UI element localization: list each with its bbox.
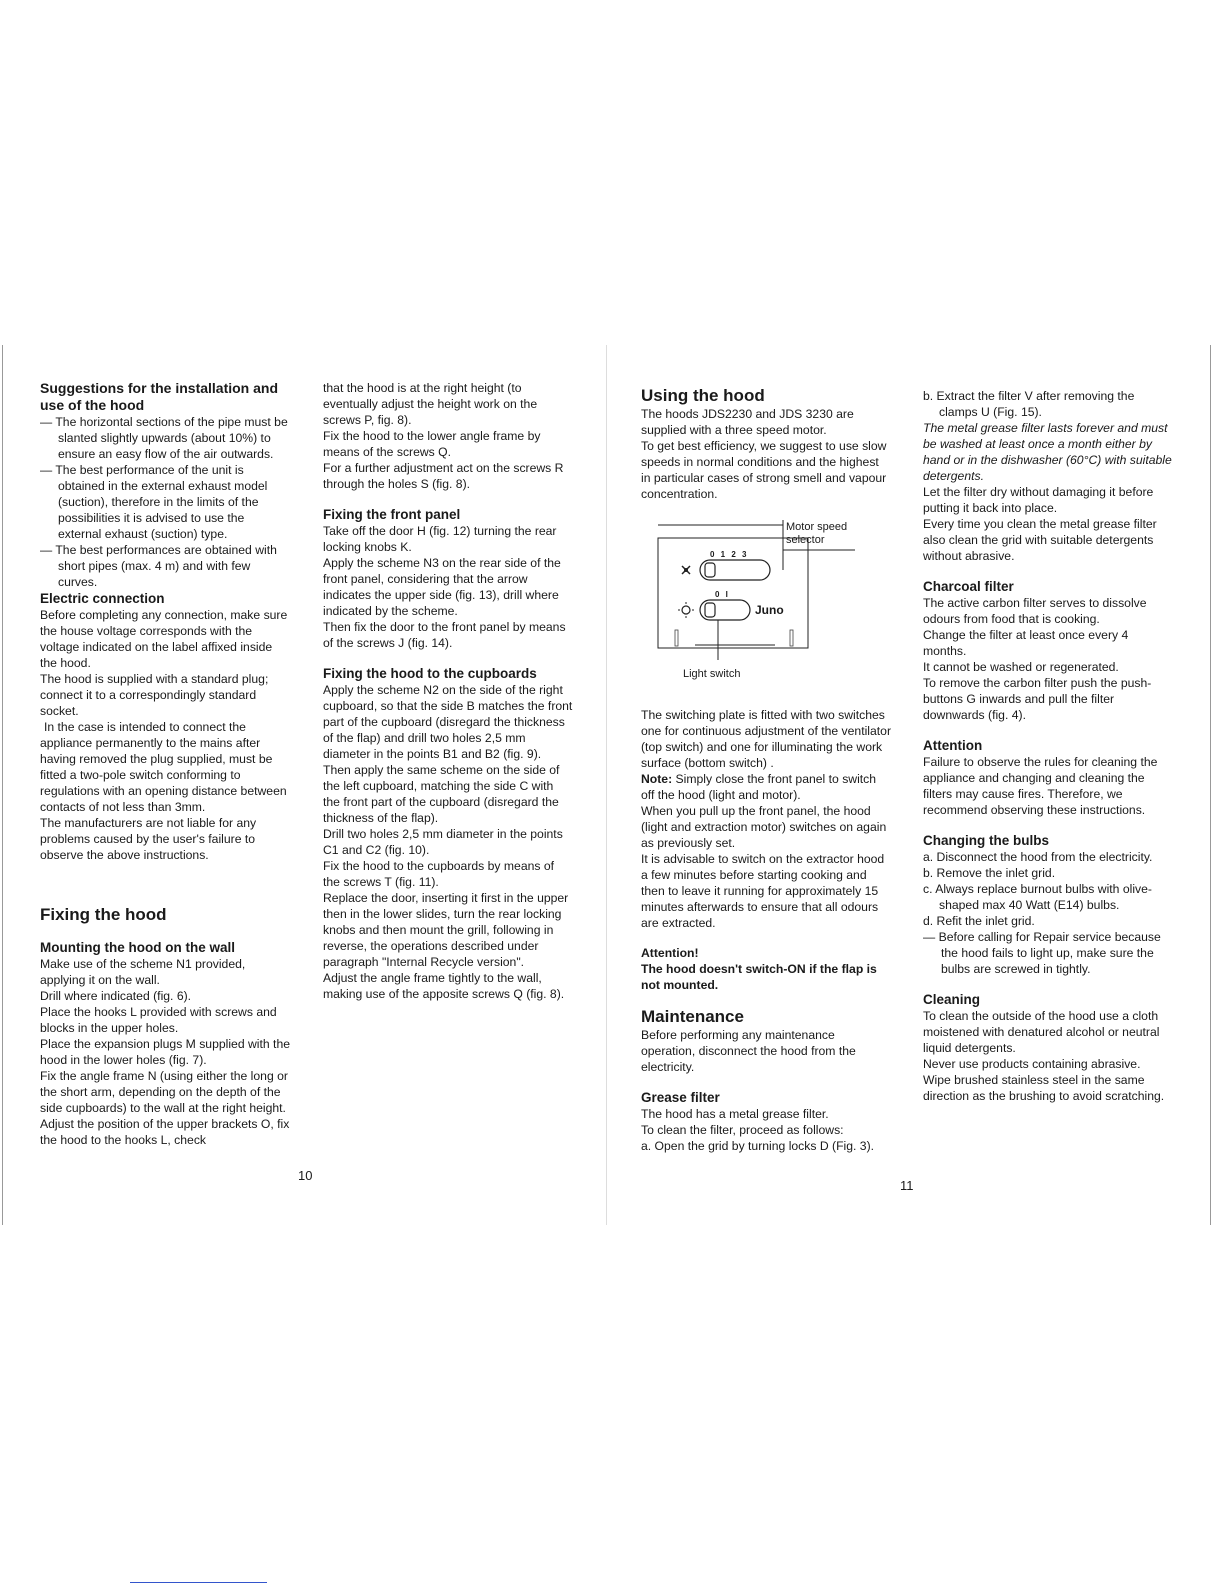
using-paragraph: The hoods JDS2230 and JDS 3230 are supplied with a three speed motor. — [641, 407, 854, 437]
motor-speed-label: Motor speed selector — [786, 521, 848, 546]
column-4 — [923, 388, 1173, 1104]
cleaning-paragraph: Wipe brushed stainless steel in the same direction as the brushing to avoid scratching. — [923, 1073, 1165, 1103]
column-3 — [641, 386, 891, 1154]
maintenance-paragraph: Before performing any maintenance operation, disconnect the hood from the electricity. — [641, 1028, 856, 1074]
mounting-paragraph: Adjust the position of the upper brackets O, fix the hood to the hooks L, check — [40, 1117, 290, 1147]
fan-icon — [682, 566, 690, 574]
front-paragraph: Apply the scheme N3 on the rear side of the front panel, considering that the arrow indicates the upper side (fig. 13), drill where indicated by the scheme. — [323, 556, 561, 618]
charcoal-paragraph: To remove the carbon filter push the push-buttons G inwards and pull the filter downwards (fig. 4). — [923, 676, 1152, 722]
switch-diagram — [655, 520, 855, 690]
col2-paragraph: For a further adjustment act on the screws R through the holes S (fig. 8). — [323, 461, 564, 491]
attention2-paragraph: Failure to observe the rules for cleaning the appliance and changing and cleaning the filters may cause fires. Therefore, we recommend observing these instructions. — [923, 755, 1158, 817]
bulbs-step: a. Disconnect the hood from the electricity. — [923, 850, 1153, 864]
light-switch-label: Light switch — [683, 668, 741, 680]
bulbs-title: Changing the bulbs — [923, 833, 1049, 848]
mounting-paragraph: Place the hooks L provided with screws and blocks in the upper holes. — [40, 1005, 277, 1035]
using-title: Using the hood — [641, 386, 765, 405]
cleaning-paragraph: To clean the outside of the hood use a cloth moistened with denatured alcohol or neutral liquid detergents. — [923, 1009, 1160, 1055]
cupboards-paragraph: Apply the scheme N2 on the side of the right cupboard, so that the side B matches the front part of the cupboard (disregard the thickness of the flap) and drill two holes 2,5 mm diameter in the points B1 and B2 (fig. 9). — [323, 683, 573, 761]
electric-paragraph: In the case is intended to connect the appliance permanently to the mains after having removed the plug supplied, must be fitted a two-pole switch conforming to regulations with an opening distance between contacts of not less than 3mm. — [40, 720, 287, 814]
mounting-paragraph: Place the expansion plugs M supplied with the hood in the lower holes (fig. 7). — [40, 1037, 290, 1067]
front-paragraph: Take off the door H (fig. 12) turning the rear locking knobs K. — [323, 524, 557, 554]
suggestion-item: — The horizontal sections of the pipe must be slanted slightly upwards (about 10%) to ensure an easy flow of the air outwards. — [40, 415, 288, 461]
column-1 — [40, 380, 290, 1148]
suggestions-title: Suggestions for the installation and use of the hood — [40, 380, 279, 413]
cupboards-paragraph: Drill two holes 2,5 mm diameter in the points C1 and C2 (fig. 10). — [323, 827, 563, 857]
suggestion-item: — The best performances are obtained with short pipes (max. 4 m) and with few curves. — [40, 543, 277, 589]
cupboards-paragraph: Then apply the same scheme on the side of the left cupboard, matching the side C with the front part of the cupboard (disregard the thickness of the flap). — [323, 763, 560, 825]
bulbs-step: b. Remove the inlet grid. — [923, 866, 1056, 880]
light-positions: 0 I — [715, 590, 730, 599]
mounting-paragraph: Drill where indicated (fig. 6). — [40, 989, 192, 1003]
cupboards-paragraph: Replace the door, inserting it first in the upper then in the lower slides, turn the rear locking knobs and then mount the grill, following in reverse, the operations described under paragraph "Internal Recycle version". — [323, 891, 569, 969]
bulbs-step: d. Refit the inlet grid. — [923, 914, 1035, 928]
cleaning-paragraph: Never use products containing abrasive. — [923, 1057, 1141, 1071]
note-text: Simply close the front panel to switch off the hood (light and motor). — [641, 772, 877, 802]
light-bulb-icon — [678, 602, 694, 618]
brand-logo: Juno — [755, 603, 784, 617]
using-paragraph: To get best efficiency, we suggest to use slow speeds in normal conditions and the highest in particular cases of strong smell and vapour concentration. — [641, 439, 887, 501]
note-label: Note: — [641, 772, 673, 786]
speed-positions: 0 1 2 3 — [710, 550, 749, 559]
electric-paragraph: Before completing any connection, make sure the house voltage corresponds with the voltage indicated on the label affixed inside the hood. — [40, 608, 288, 670]
grease-step: a. Open the grid by turning locks D (Fig. 3). — [641, 1139, 875, 1153]
column-2 — [323, 380, 573, 1002]
grease-paragraph: To clean the filter, proceed as follows: — [641, 1123, 844, 1137]
cupboards-title: Fixing the hood to the cupboards — [323, 666, 537, 681]
charcoal-paragraph: The active carbon filter serves to dissolve odours from food that is cooking. — [923, 596, 1147, 626]
bottom-rule — [130, 1582, 267, 1583]
attention-text: The hood doesn't switch-ON if the flap is not mounted. — [641, 962, 877, 992]
charcoal-paragraph: Change the filter at least once every 4 months. — [923, 628, 1129, 658]
cupboards-paragraph: Fix the hood to the cupboards by means of the screws T (fig. 11). — [323, 859, 555, 889]
charcoal-paragraph: It cannot be washed or regenerated. — [923, 660, 1119, 674]
bulbs-step: c. Always replace burnout bulbs with olive-shaped max 40 Watt (E14) bulbs. — [923, 882, 1152, 912]
switch-paragraph: The switching plate is fitted with two switches one for continuous adjustment of the ventilator (top switch) and one for illuminating the work surface (bottom switch) . — [641, 708, 891, 770]
grease-step: b. Extract the filter V after removing the clamps U (Fig. 15). — [923, 389, 1135, 419]
switch-paragraph: When you pull up the front panel, the hood (light and extraction motor) switches on again as previously set. — [641, 804, 887, 850]
cupboards-paragraph: Adjust the angle frame tightly to the wall, making use of the apposite screws Q (fig. 8). — [323, 971, 565, 1001]
note-paragraph — [641, 771, 891, 803]
mounting-title: Mounting the hood on the wall — [40, 940, 235, 955]
mounting-paragraph: Fix the angle frame N (using either the long or the short arm, depending on the depth of the side cupboards) to the wall at the right height. — [40, 1069, 288, 1115]
attention-title: Attention! — [641, 946, 699, 960]
page-edge-left — [2, 345, 3, 1225]
page-number-left: 10 — [298, 1168, 313, 1183]
front-panel-title: Fixing the front panel — [323, 507, 461, 522]
attention2-title: Attention — [923, 738, 983, 753]
col2-paragraph: that the hood is at the right height (to eventually adjust the height work on the screws P, fig. 8). — [323, 381, 538, 427]
col2-paragraph: Fix the hood to the lower angle frame by means of the screws Q. — [323, 429, 541, 459]
charcoal-title: Charcoal filter — [923, 579, 1014, 594]
page-number-right: 11 — [900, 1178, 914, 1193]
grease-paragraph: The hood has a metal grease filter. — [641, 1107, 829, 1121]
grease-paragraph: Let the filter dry without damaging it before putting it back into place. — [923, 485, 1154, 515]
fixing-title: Fixing the hood — [40, 905, 167, 924]
suggestion-item: — The best performance of the unit is obtained in the external exhaust model (suction), therefore in the limits of the possibilities it is advised to use the external exhaust (suction) type. — [40, 463, 268, 541]
electric-paragraph: The hood is supplied with a standard plug; connect it to a correspondingly standard socket. — [40, 672, 269, 718]
grease-title: Grease filter — [641, 1090, 720, 1105]
grease-paragraph: Every time you clean the metal grease filter also clean the grid with suitable detergents without abrasive. — [923, 517, 1157, 563]
mounting-paragraph: Make use of the scheme N1 provided, applying it on the wall. — [40, 957, 246, 987]
maintenance-title: Maintenance — [641, 1007, 744, 1026]
page-edge-right — [1210, 345, 1211, 1225]
front-paragraph: Then fix the door to the front panel by means of the screws J (fig. 14). — [323, 620, 566, 650]
bulbs-note: — Before calling for Repair service because the hood fails to light up, make sure the bulbs are screwed in tightly. — [923, 930, 1161, 976]
cleaning-title: Cleaning — [923, 992, 981, 1007]
switch-paragraph: It is advisable to switch on the extractor hood a few minutes before starting cooking and then to leave it running for approximately 15 minutes afterwards to ensure that all odours are extracted. — [641, 852, 885, 930]
page-gutter — [606, 345, 607, 1225]
electric-paragraph: The manufacturers are not liable for any problems caused by the user's failure to observe the above instructions. — [40, 816, 257, 862]
grease-italic: The metal grease filter lasts forever and must be washed at least once a month either by hand or in the dishwasher (60°C) with suitable detergents. — [923, 421, 1172, 483]
electric-title: Electric connection — [40, 591, 165, 606]
